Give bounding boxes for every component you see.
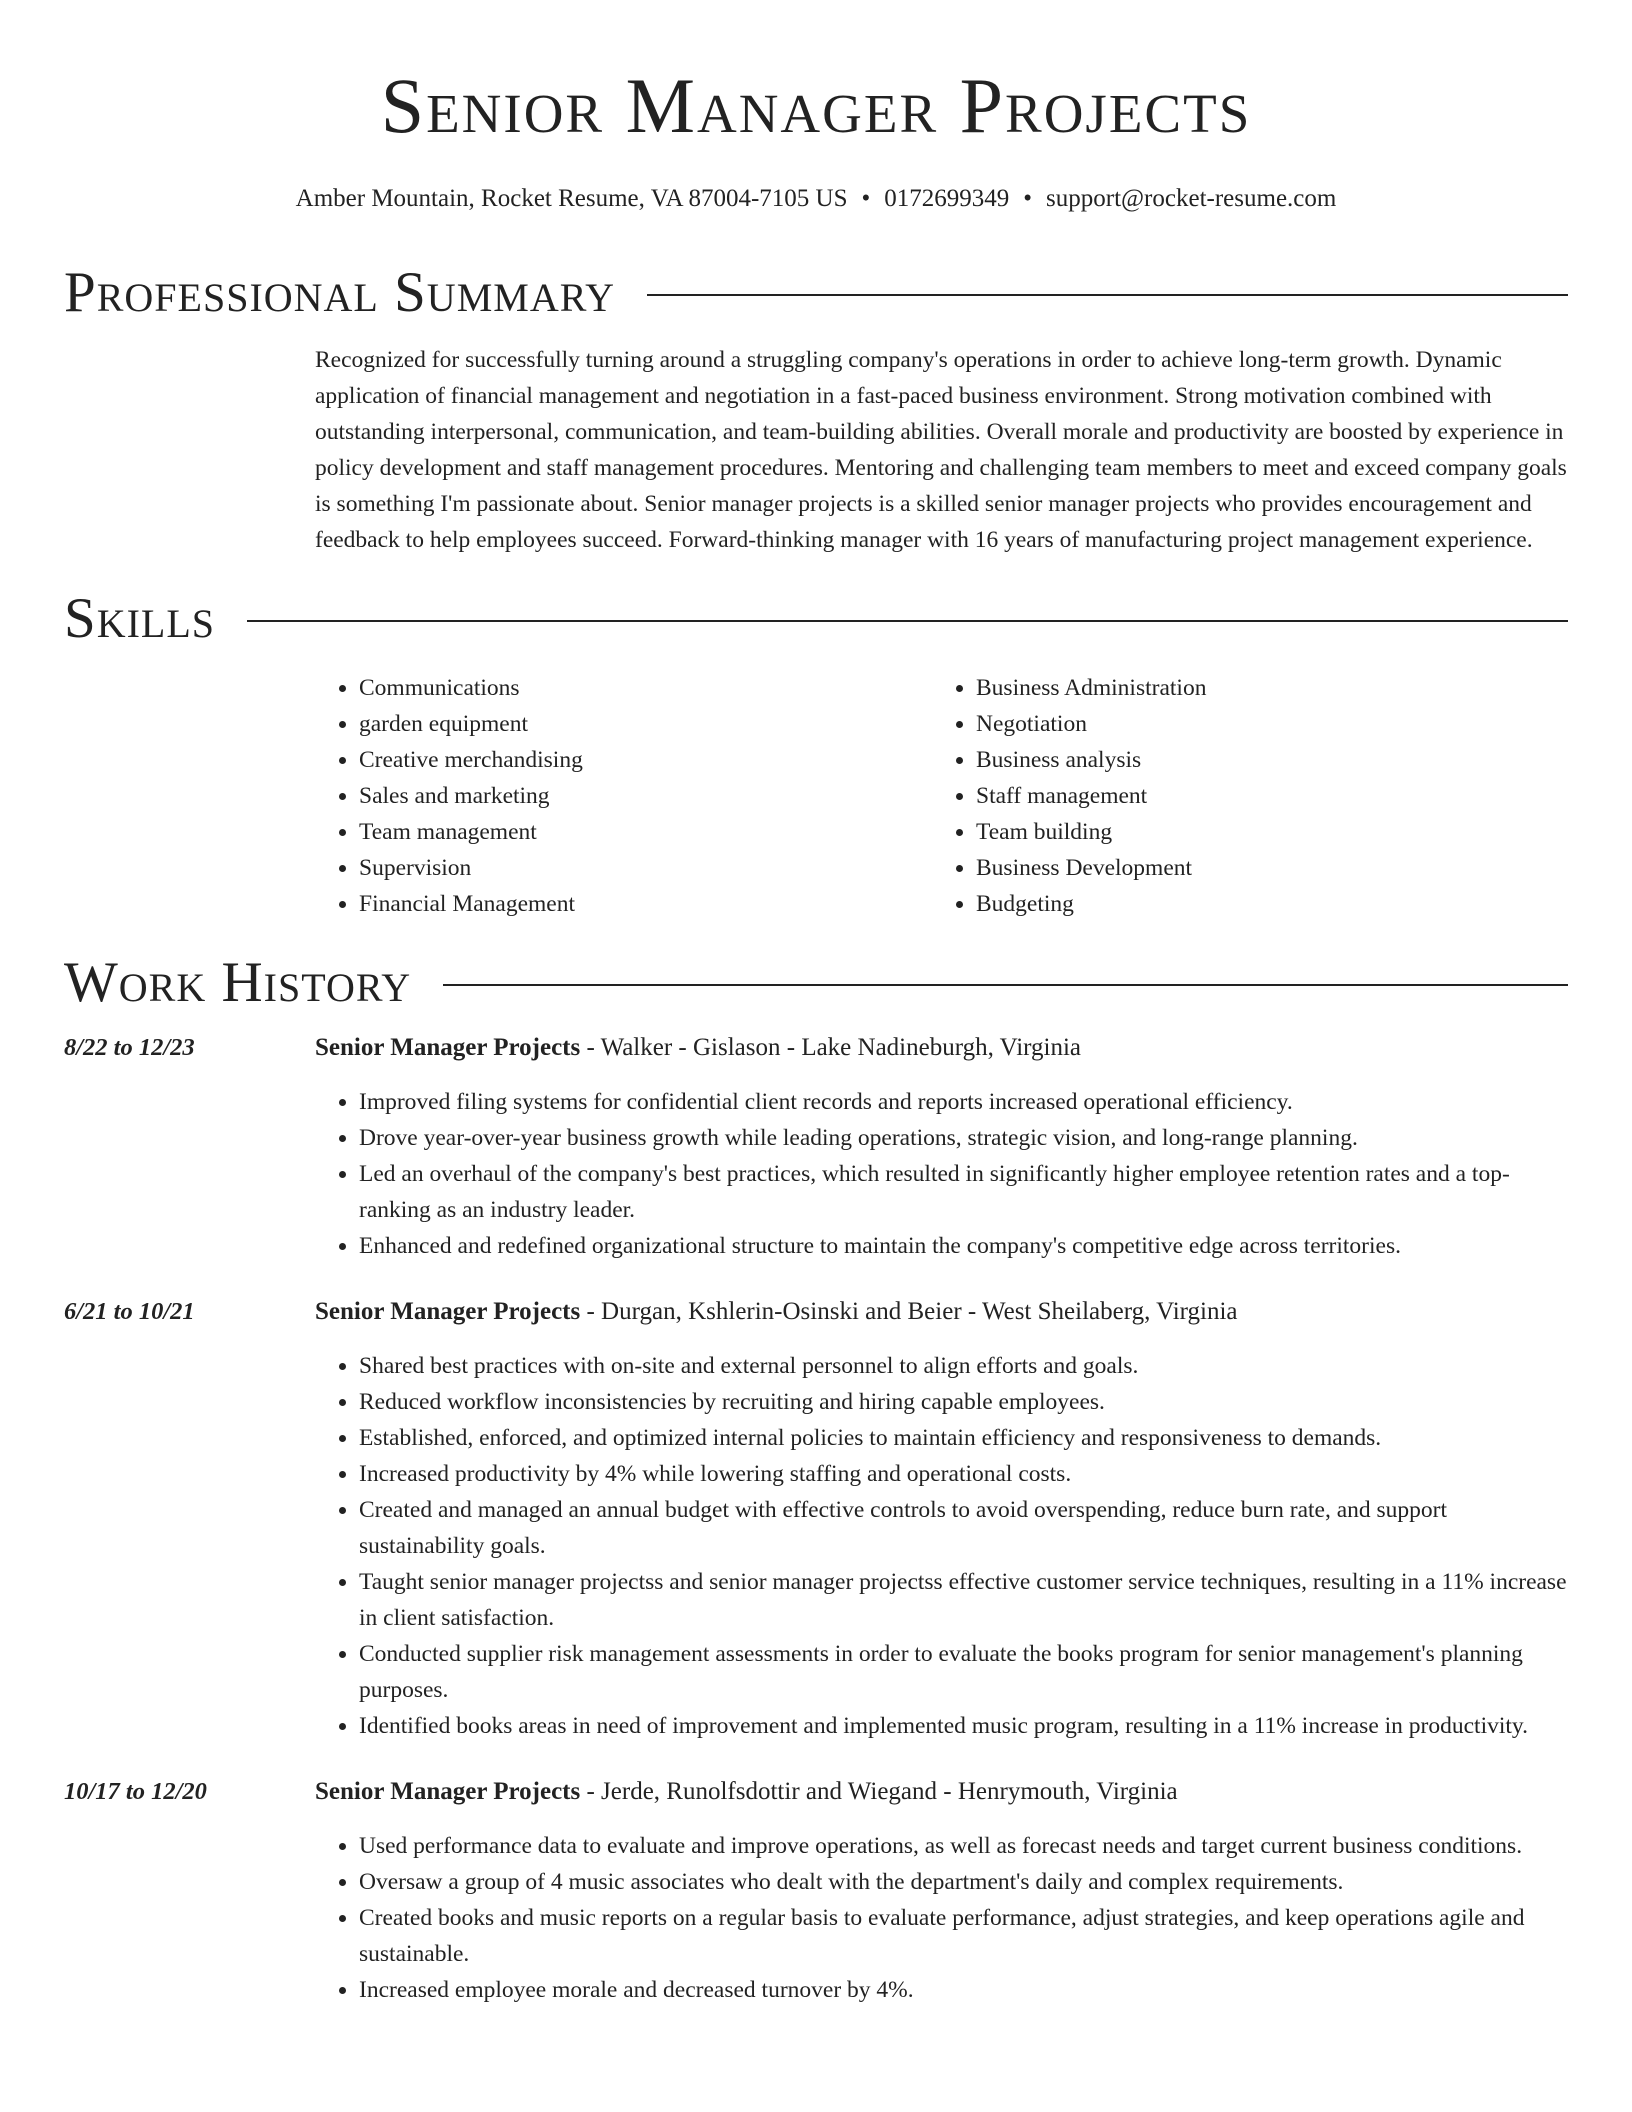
work-section-heading xyxy=(64,950,1568,1016)
skill-item: • Team management xyxy=(359,814,932,850)
contact-address: Amber Mountain, Rocket Resume, VA 87004-7105 US xyxy=(295,185,848,212)
job-title: Senior Manager Projects xyxy=(315,1034,581,1061)
contact-line xyxy=(64,184,1568,214)
summary-heading-text: Professional Summary xyxy=(64,261,616,324)
job-bullets xyxy=(315,1348,1568,1744)
job-employer: - Durgan, Kshlerin-Osinski and Beier - West Sheilaberg, Virginia xyxy=(580,1298,1238,1325)
job-details xyxy=(315,1774,1568,2008)
summary-section xyxy=(315,342,1568,558)
skill-item: • garden equipment xyxy=(359,706,932,742)
job-bullet: • Identified books areas in need of improvement and implemented music program, resulting in a 11% increase in productivity. xyxy=(359,1708,1568,1744)
job-bullet: • Shared best practices with on-site and external personnel to align efforts and goals. xyxy=(359,1348,1568,1384)
job-bullet: • Oversaw a group of 4 music associates who dealt with the department's daily and complex requirements. xyxy=(359,1864,1568,1900)
job-bullet: • Used performance data to evaluate and improve operations, as well as forecast needs and target current business conditions. xyxy=(359,1828,1568,1864)
job-bullet: • Reduced workflow inconsistencies by recruiting and hiring capable employees. xyxy=(359,1384,1568,1420)
skill-item: • Communications xyxy=(359,670,932,706)
skill-item: • Staff management xyxy=(976,778,1549,814)
job-details xyxy=(315,1030,1568,1264)
job-bullet: • Increased employee morale and decreased turnover by 4%. xyxy=(359,1972,1568,2008)
job-heading xyxy=(315,1294,1568,1330)
job-bullets xyxy=(315,1828,1568,2008)
resume-name: Senior Manager Projects xyxy=(380,62,1252,149)
job-bullet: • Established, enforced, and optimized internal policies to maintain efficiency and responsiveness to demands. xyxy=(359,1420,1568,1456)
job-title: Senior Manager Projects xyxy=(315,1778,581,1805)
job-bullet: • Led an overhaul of the company's best practices, which resulted in significantly higher employee retention rates and a top-ranking as an industry leader. xyxy=(359,1156,1568,1228)
job-details xyxy=(315,1294,1568,1744)
contact-phone: 0172699349 xyxy=(884,185,1010,212)
contact-separator: • xyxy=(1023,185,1033,212)
job-entry xyxy=(64,1774,1568,2008)
job-bullet: • Drove year-over-year business growth while leading operations, strategic vision, and long-range planning. xyxy=(359,1120,1568,1156)
job-bullet: • Increased productivity by 4% while lowering staffing and operational costs. xyxy=(359,1456,1568,1492)
skills-column-left xyxy=(315,670,932,922)
skill-item: • Budgeting xyxy=(976,886,1549,922)
contact-email: support@rocket-resume.com xyxy=(1046,185,1337,212)
job-bullet: • Enhanced and redefined organizational structure to maintain the company's competitive edge across territories. xyxy=(359,1228,1568,1264)
summary-section-heading xyxy=(64,260,1568,326)
skill-item: • Business Administration xyxy=(976,670,1549,706)
job-bullet: • Created books and music reports on a regular basis to evaluate performance, adjust strategies, and keep operations agile and sustainable. xyxy=(359,1900,1568,1972)
job-title: Senior Manager Projects xyxy=(315,1298,581,1325)
job-heading xyxy=(315,1774,1568,1810)
contact-separator: • xyxy=(861,185,871,212)
skill-item: • Creative merchandising xyxy=(359,742,932,778)
job-dates: 10/17 to 12/20 xyxy=(64,1778,207,1805)
skill-item: • Supervision xyxy=(359,850,932,886)
job-employer: - Jerde, Runolfsdottir and Wiegand - Henrymouth, Virginia xyxy=(580,1778,1178,1805)
skills-heading-text: Skills xyxy=(64,587,216,650)
job-bullet: • Conducted supplier risk management assessments in order to evaluate the books program for senior management's planning purposes. xyxy=(359,1636,1568,1708)
skill-item: • Negotiation xyxy=(976,706,1549,742)
skill-item: • Sales and marketing xyxy=(359,778,932,814)
resume-page xyxy=(64,0,1568,2008)
skill-item: • Financial Management xyxy=(359,886,932,922)
skill-item: • Team building xyxy=(976,814,1549,850)
job-entry xyxy=(64,1294,1568,1744)
section-divider xyxy=(247,620,1568,622)
job-dates: 6/21 to 10/21 xyxy=(64,1298,195,1325)
skills-section-heading xyxy=(64,586,1568,652)
job-heading xyxy=(315,1030,1568,1066)
job-bullet: • Created and managed an annual budget with effective controls to avoid overspending, reduce burn rate, and support sustainability goals. xyxy=(359,1492,1568,1564)
summary-text: Recognized for successfully turning around a struggling company's operations in order to achieve long-term growth. Dynamic application of financial management and negotiation in a fast-paced business environment. Strong motivation combined with outstanding interpersonal, communication, and team-building abilities. Overall morale and productivity are boosted by experience in policy development and staff management procedures. Mentoring and challenging team members to meet and exceed company goals is something I'm passionate about. Senior manager projects is a skilled senior manager projects who provides encouragement and feedback to help employees succeed. Forward-thinking manager with 16 years of manufacturing project management experience. xyxy=(315,347,1567,553)
skill-item: • Business Development xyxy=(976,850,1549,886)
section-divider xyxy=(443,984,1568,986)
job-bullet: • Taught senior manager projectss and senior manager projectss effective customer service techniques, resulting in a 11% increase in client satisfaction. xyxy=(359,1564,1568,1636)
job-bullets xyxy=(315,1084,1568,1264)
skills-list xyxy=(315,670,1568,922)
skills-column-right xyxy=(932,670,1549,922)
job-bullet: • Improved filing systems for confidential client records and reports increased operational efficiency. xyxy=(359,1084,1568,1120)
job-entry xyxy=(64,1030,1568,1264)
work-heading-text: Work History xyxy=(64,951,412,1014)
job-dates: 8/22 to 12/23 xyxy=(64,1034,195,1061)
skill-item: • Business analysis xyxy=(976,742,1549,778)
job-employer: - Walker - Gislason - Lake Nadineburgh, Virginia xyxy=(580,1034,1082,1061)
section-divider xyxy=(647,294,1568,296)
